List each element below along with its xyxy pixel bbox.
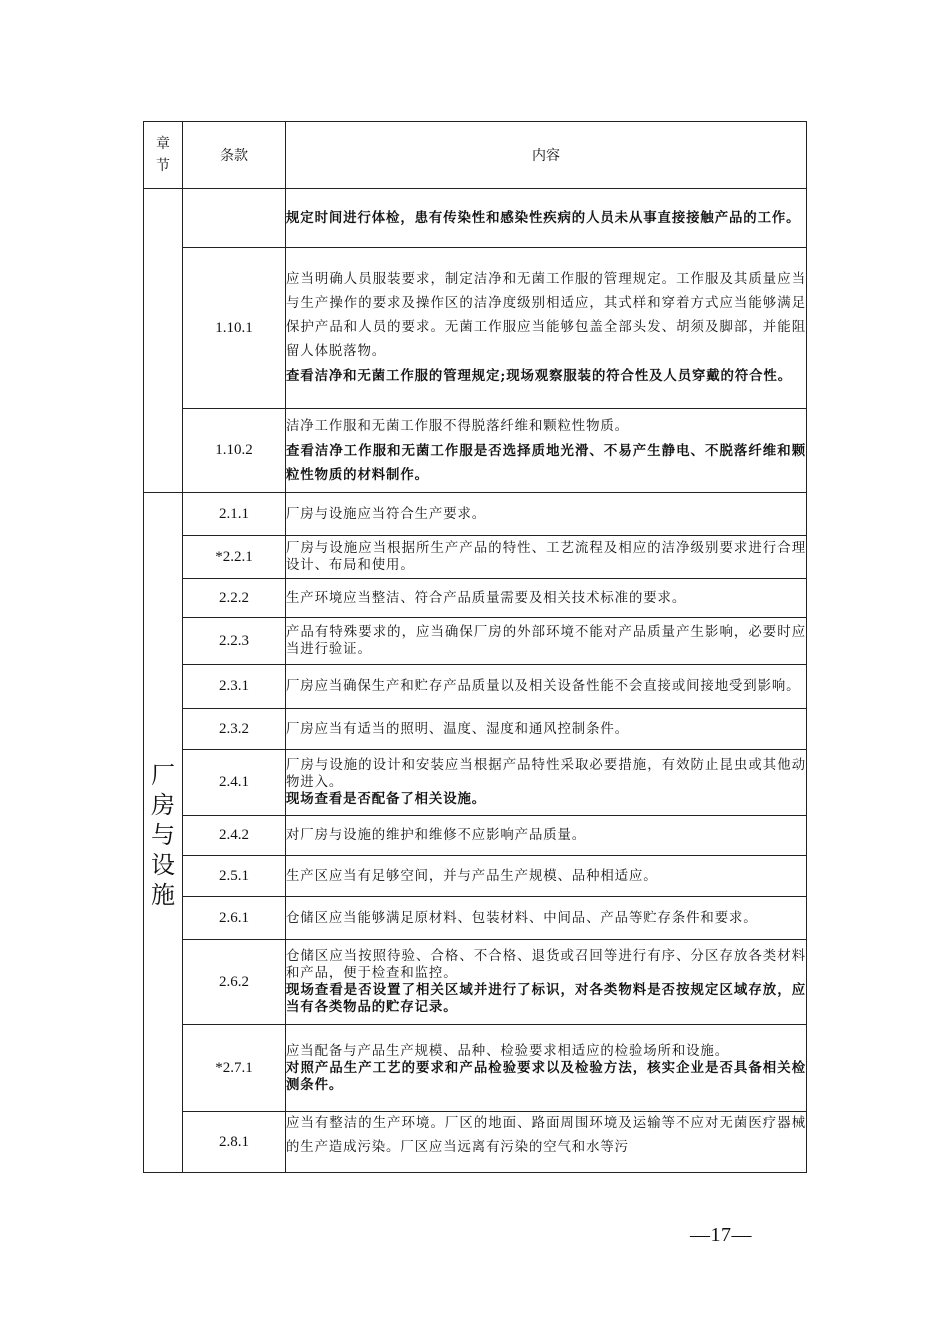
clause-number: 2.5.1 bbox=[183, 856, 286, 897]
clause-number: 2.3.1 bbox=[183, 665, 286, 709]
requirement-text: 应当明确人员服装要求，制定洁净和无菌工作服的管理规定。工作服及其质量应当与生产操作的要求及操作区的洁净度级别相适应，其式样和穿着方式应当能够满足保护产品和人员的要求。无菌工作服应当能够包盖全部头发、胡须及脚部，并能阻留人体脱落物。 bbox=[286, 272, 806, 359]
clause-number: 2.1.1 bbox=[183, 493, 286, 536]
clause-number bbox=[183, 189, 286, 248]
table-row bbox=[144, 816, 807, 856]
clause-content bbox=[286, 856, 807, 897]
clause-number: 2.2.3 bbox=[183, 618, 286, 665]
inspection-standard-table bbox=[143, 121, 807, 1173]
table-row bbox=[144, 750, 807, 816]
clause-content bbox=[286, 897, 807, 940]
content-column-header: 内容 bbox=[286, 122, 807, 189]
inspection-method-text: 查看洁净和无菌工作服的管理规定;现场观察服装的符合性及人员穿戴的符合性。 bbox=[286, 368, 793, 384]
clause-number: 2.4.2 bbox=[183, 816, 286, 856]
clause-number: 1.10.2 bbox=[183, 409, 286, 493]
clause-number: 2.4.1 bbox=[183, 750, 286, 816]
clause-number: *2.2.1 bbox=[183, 536, 286, 579]
table-row bbox=[144, 493, 807, 536]
inspection-method-text: 查看洁净工作服和无菌工作服是否选择质地光滑、不易产生静电、不脱落纤维和颗粒性物质的材料制作。 bbox=[286, 442, 806, 483]
requirement-text: 厂房与设施应当符合生产要求。 bbox=[286, 506, 487, 522]
clause-content bbox=[286, 709, 807, 750]
requirement-text: 仓储区应当按照待验、合格、不合格、退货或召回等进行有序、分区存放各类材料和产品，便于检查和监控。 bbox=[286, 949, 806, 981]
clause-number: 2.2.2 bbox=[183, 579, 286, 618]
requirement-text: 对厂房与设施的维护和维修不应影响产品质量。 bbox=[286, 828, 587, 843]
clause-content bbox=[286, 409, 807, 493]
clause-content bbox=[286, 248, 807, 409]
clause-number: *2.7.1 bbox=[183, 1025, 286, 1112]
clause-column-header: 条款 bbox=[183, 122, 286, 189]
clause-content bbox=[286, 579, 807, 618]
table-row bbox=[144, 897, 807, 940]
table-header-row bbox=[144, 122, 807, 189]
table-row bbox=[144, 856, 807, 897]
inspection-method-text: 现场查看是否配备了相关设施。 bbox=[286, 791, 487, 807]
clause-content bbox=[286, 493, 807, 536]
table-row bbox=[144, 709, 807, 750]
requirement-text: 生产环境应当整洁、符合产品质量需要及相关技术标准的要求。 bbox=[286, 590, 687, 606]
requirement-text: 产品有特殊要求的，应当确保厂房的外部环境不能对产品质量产生影响，必要时应当进行验证。 bbox=[286, 625, 806, 657]
requirement-text: 生产区应当有足够空间，并与产品生产规模、品种相适应。 bbox=[286, 868, 658, 884]
clause-number: 2.6.1 bbox=[183, 897, 286, 940]
chapter-header-text: 章节 bbox=[156, 136, 170, 174]
requirement-text: 厂房应当确保生产和贮存产品质量以及相关设备性能不会直接或间接地受到影响。 bbox=[286, 679, 801, 694]
clause-content bbox=[286, 1025, 807, 1112]
chapter-title: 厂房与设施 bbox=[151, 760, 175, 909]
requirement-text: 应当有整洁的生产环境。厂区的地面、路面周围环境及运输等不应对无菌医疗器械的生产造成污染。厂区应当远离有污染的空气和水等污 bbox=[286, 1116, 806, 1155]
requirement-text: 厂房应当有适当的照明、温度、湿度和通风控制条件。 bbox=[286, 721, 629, 737]
table-row bbox=[144, 1112, 807, 1173]
clause-number: 2.8.1 bbox=[183, 1112, 286, 1173]
chapter-cell-continued bbox=[144, 189, 183, 493]
chapter-column-header bbox=[144, 122, 183, 189]
clause-number: 2.6.2 bbox=[183, 940, 286, 1025]
table-row bbox=[144, 536, 807, 579]
chapter-title-cell bbox=[144, 493, 183, 1173]
clause-content bbox=[286, 816, 807, 856]
clause-content bbox=[286, 1112, 807, 1173]
table-row bbox=[144, 189, 807, 248]
inspection-method-text: 现场查看是否设置了相关区域并进行了标识，对各类物料是否按规定区域存放，应当有各类物品的贮存记录。 bbox=[286, 982, 806, 1015]
table-row bbox=[144, 248, 807, 409]
table-row bbox=[144, 409, 807, 493]
requirement-text: 仓储区应当能够满足原材料、包装材料、中间品、产品等贮存条件和要求。 bbox=[286, 910, 758, 926]
clause-content bbox=[286, 940, 807, 1025]
requirement-text: 应当配备与产品生产规模、品种、检验要求相适应的检验场所和设施。 bbox=[286, 1043, 730, 1059]
inspection-method-text: 规定时间进行体检，患有传染性和感染性疾病的人员未从事直接接触产品的工作。 bbox=[286, 210, 801, 226]
clause-content bbox=[286, 618, 807, 665]
requirement-text: 厂房与设施应当根据所生产产品的特性、工艺流程及相应的洁净级别要求进行合理设计、布局和使用。 bbox=[286, 541, 806, 573]
table-row bbox=[144, 940, 807, 1025]
clause-number: 2.3.2 bbox=[183, 709, 286, 750]
clause-content bbox=[286, 189, 807, 248]
clause-content bbox=[286, 536, 807, 579]
table-row bbox=[144, 1025, 807, 1112]
inspection-method-text: 对照产品生产工艺的要求和产品检验要求以及检验方法，核实企业是否具备相关检测条件。 bbox=[286, 1059, 806, 1093]
table-row bbox=[144, 665, 807, 709]
page-number: —17— bbox=[690, 1224, 752, 1246]
requirement-text: 洁净工作服和无菌工作服不得脱落纤维和颗粒性物质。 bbox=[286, 418, 629, 434]
requirement-text: 厂房与设施的设计和安装应当根据产品特性采取必要措施，有效防止昆虫或其他动物进入。 bbox=[286, 758, 806, 790]
clause-number: 1.10.1 bbox=[183, 248, 286, 409]
clause-content bbox=[286, 750, 807, 816]
table-row bbox=[144, 579, 807, 618]
clause-content bbox=[286, 665, 807, 709]
table-row bbox=[144, 618, 807, 665]
